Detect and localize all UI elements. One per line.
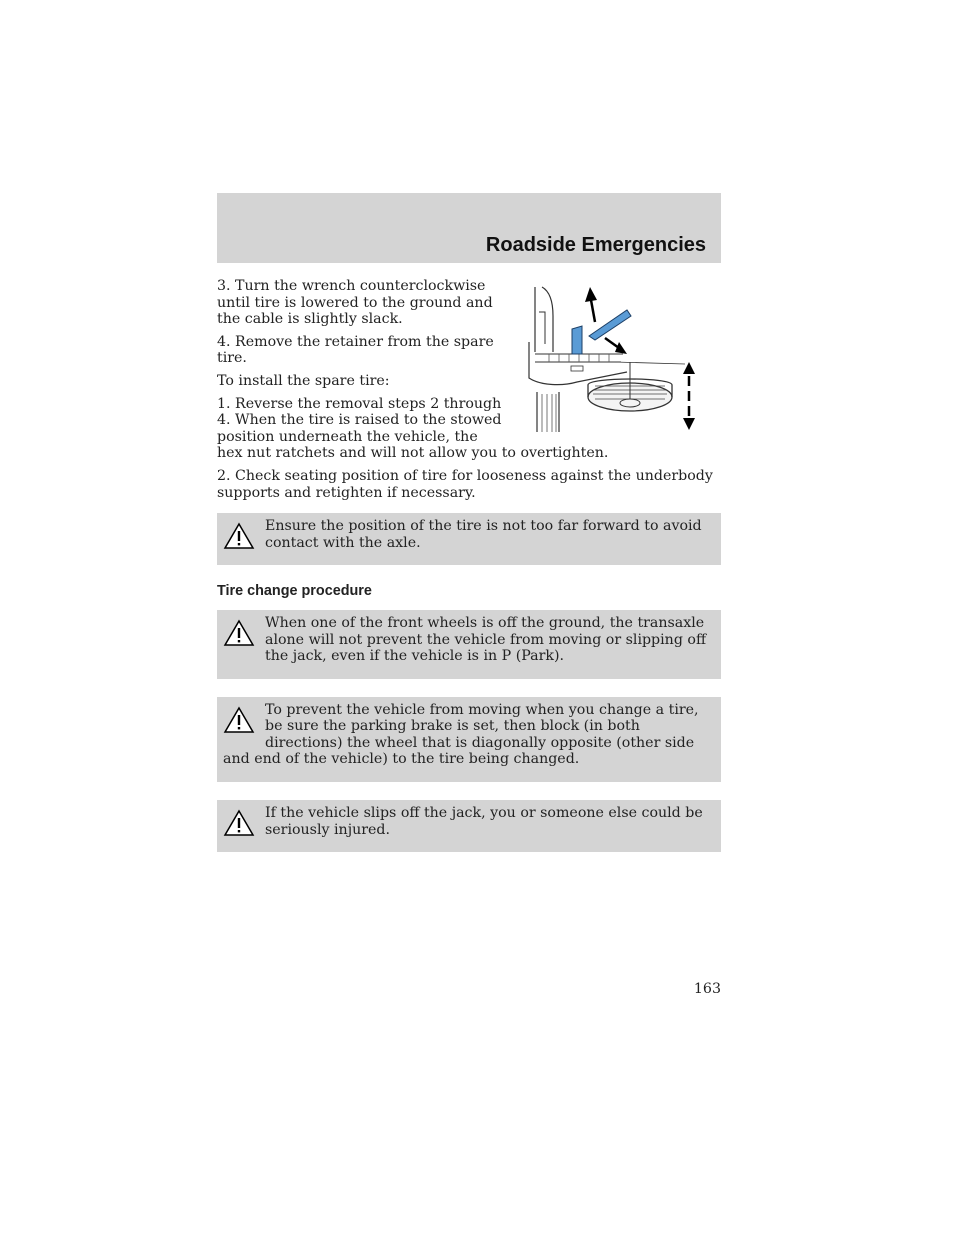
warning-triangle-icon <box>223 706 255 734</box>
section-title: Roadside Emergencies <box>485 234 706 256</box>
install-step-2-paragraph: 2. Check seating position of tire for looseness against the underbody supports and retighten if necessary. <box>217 467 713 501</box>
warning-triangle-icon <box>223 522 255 550</box>
warning-box-parking-brake <box>217 697 721 782</box>
step-3-paragraph: 3. Turn the wrench counterclockwise until tire is lowered to the ground and the cable is slightly slack. <box>217 278 493 328</box>
install-intro-paragraph: To install the spare tire: <box>217 372 390 389</box>
page-content <box>217 278 721 870</box>
warning-box-jack-slip <box>217 800 721 852</box>
page-number: 163 <box>693 981 721 997</box>
warning-box-transaxle <box>217 610 721 679</box>
warning-text: To prevent the vehicle from moving when you change a tire, be sure the parking brake is set, then block (in both directions) the wheel that is diagonally opposite (other side and end of the vehicle) to the tire being changed. <box>223 701 699 768</box>
warning-triangle-icon <box>223 619 255 647</box>
warning-triangle-icon <box>223 809 255 837</box>
warning-text: Ensure the position of the tire is not too far forward to avoid contact with the axle. <box>265 518 702 551</box>
install-step-1-paragraph: 1. Reverse the removal steps 2 through 4. When the tire is raised to the stowed position underneath the vehicle, the hex nut ratchets and will not allow you to overtighten. <box>217 395 609 462</box>
tire-change-procedure-heading: Tire change procedure <box>217 583 372 600</box>
warning-text: When one of the front wheels is off the ground, the transaxle alone will not prevent the vehicle from moving or slipping off the jack, even if the vehicle is in P (Park). <box>265 614 707 665</box>
warning-box-tire-position <box>217 513 721 565</box>
spare-tire-lowering-diagram-icon <box>515 282 705 432</box>
step-4-paragraph: 4. Remove the retainer from the spare tire. <box>217 333 494 367</box>
header-band <box>217 193 721 263</box>
warning-text: If the vehicle slips off the jack, you or someone else could be seriously injured. <box>265 805 703 838</box>
